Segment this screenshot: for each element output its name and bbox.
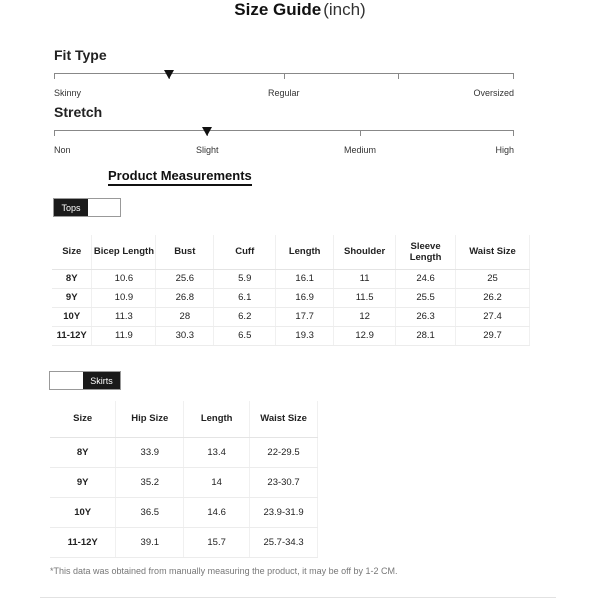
- column-header: Sleeve Length: [396, 235, 456, 269]
- fit-type-option: Oversized: [473, 88, 514, 98]
- table-row: [50, 437, 318, 467]
- column-header: Size: [50, 401, 116, 437]
- fit-type-scale: [54, 73, 514, 83]
- stretch-tick: [360, 130, 361, 136]
- table-cell: 26.3: [396, 307, 456, 326]
- page-title: [0, 0, 600, 20]
- table-cell: 23-30.7: [250, 467, 318, 497]
- table-row: [52, 326, 530, 345]
- fit-type-tick: [54, 73, 55, 79]
- tops-toggle[interactable]: [53, 198, 121, 217]
- table-cell: 5.9: [214, 269, 276, 288]
- table-cell: 39.1: [116, 527, 184, 557]
- column-header: Length: [184, 401, 250, 437]
- table-cell: 28.1: [396, 326, 456, 345]
- table-cell: 28: [156, 307, 214, 326]
- fit-type-tick: [513, 73, 514, 79]
- stretch-options: [54, 145, 514, 157]
- table-cell: 10Y: [52, 307, 92, 326]
- table-row: [52, 307, 530, 326]
- fit-type-option: Regular: [268, 88, 300, 98]
- stretch-scale: [54, 130, 514, 140]
- title-text: Size Guide: [234, 0, 322, 19]
- title-unit: (inch): [323, 0, 366, 19]
- stretch-label: Stretch: [54, 104, 103, 120]
- table-cell: 24.6: [396, 269, 456, 288]
- table-cell: 16.9: [276, 288, 334, 307]
- table-cell: 6.1: [214, 288, 276, 307]
- skirts-header-row: [50, 401, 318, 437]
- stretch-option: Non: [54, 145, 71, 155]
- table-cell: 12: [334, 307, 396, 326]
- table-row: [52, 269, 530, 288]
- table-cell: 10.6: [92, 269, 156, 288]
- table-cell: 6.5: [214, 326, 276, 345]
- table-cell: 9Y: [52, 288, 92, 307]
- table-cell: 22-29.5: [250, 437, 318, 467]
- skirts-toggle[interactable]: [49, 371, 121, 390]
- table-cell: 9Y: [50, 467, 116, 497]
- fit-type-tick: [398, 73, 399, 79]
- table-cell: 25.5: [396, 288, 456, 307]
- tops-tab[interactable]: Tops: [54, 199, 88, 216]
- column-header: Shoulder: [334, 235, 396, 269]
- table-cell: 11.5: [334, 288, 396, 307]
- fit-type-options: [54, 88, 514, 100]
- stretch-tick: [54, 130, 55, 136]
- table-cell: 26.8: [156, 288, 214, 307]
- table-cell: 23.9-31.9: [250, 497, 318, 527]
- stretch-marker-icon: [202, 127, 212, 136]
- table-cell: 8Y: [50, 437, 116, 467]
- stretch-tick: [513, 130, 514, 136]
- footnote: *This data was obtained from manually measuring the product, it may be off by 1-2 CM.: [50, 566, 398, 576]
- table-cell: 25: [456, 269, 530, 288]
- stretch-option: Slight: [196, 145, 219, 155]
- column-header: Bicep Length: [92, 235, 156, 269]
- table-cell: 19.3: [276, 326, 334, 345]
- tops-header-row: [52, 235, 530, 269]
- skirts-tab[interactable]: Skirts: [83, 372, 120, 389]
- product-measurements-title: Product Measurements: [108, 168, 252, 186]
- table-row: [52, 288, 530, 307]
- column-header: Bust: [156, 235, 214, 269]
- table-cell: 6.2: [214, 307, 276, 326]
- table-cell: 11-12Y: [50, 527, 116, 557]
- stretch-scale-line: [54, 130, 514, 131]
- fit-type-option: Skinny: [54, 88, 82, 98]
- table-cell: 35.2: [116, 467, 184, 497]
- table-cell: 10.9: [92, 288, 156, 307]
- tops-table: [52, 235, 530, 346]
- table-cell: 13.4: [184, 437, 250, 467]
- table-cell: 14.6: [184, 497, 250, 527]
- stretch-option: Medium: [344, 145, 377, 155]
- table-cell: 33.9: [116, 437, 184, 467]
- column-header: Size: [52, 235, 92, 269]
- table-cell: 11: [334, 269, 396, 288]
- table-cell: 11.3: [92, 307, 156, 326]
- table-cell: 29.7: [456, 326, 530, 345]
- table-cell: 36.5: [116, 497, 184, 527]
- table-row: [50, 497, 318, 527]
- column-header: Waist Size: [250, 401, 318, 437]
- table-cell: 10Y: [50, 497, 116, 527]
- table-cell: 16.1: [276, 269, 334, 288]
- column-header: Length: [276, 235, 334, 269]
- bottom-divider: [40, 597, 556, 598]
- fit-type-label: Fit Type: [54, 47, 107, 63]
- table-cell: 27.4: [456, 307, 530, 326]
- table-cell: 30.3: [156, 326, 214, 345]
- table-cell: 14: [184, 467, 250, 497]
- table-cell: 8Y: [52, 269, 92, 288]
- table-cell: 11.9: [92, 326, 156, 345]
- fit-type-tick: [284, 73, 285, 79]
- table-cell: 25.6: [156, 269, 214, 288]
- table-cell: 26.2: [456, 288, 530, 307]
- column-header: Hip Size: [116, 401, 184, 437]
- table-cell: 15.7: [184, 527, 250, 557]
- table-cell: 11-12Y: [52, 326, 92, 345]
- column-header: Cuff: [214, 235, 276, 269]
- table-cell: 12.9: [334, 326, 396, 345]
- skirts-table: [50, 401, 318, 558]
- table-row: [50, 527, 318, 557]
- stretch-option: High: [495, 145, 514, 155]
- tops-tab-empty[interactable]: [88, 199, 120, 216]
- table-row: [50, 467, 318, 497]
- skirts-tab-empty[interactable]: [50, 372, 83, 389]
- column-header: Waist Size: [456, 235, 530, 269]
- fit-type-marker-icon: [164, 70, 174, 79]
- table-cell: 25.7-34.3: [250, 527, 318, 557]
- table-cell: 17.7: [276, 307, 334, 326]
